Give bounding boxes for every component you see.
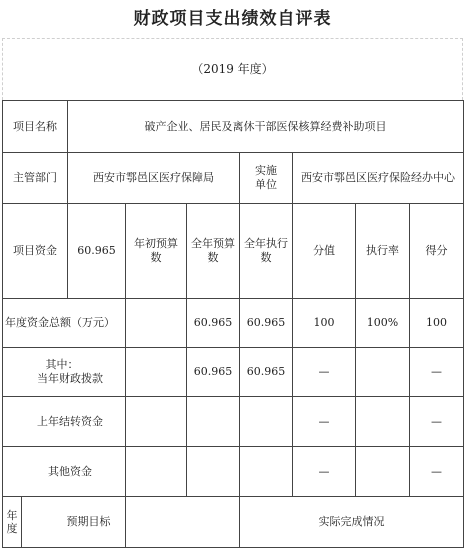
cell-initial-budget	[126, 397, 187, 447]
cell-annual-execution: 60.965	[240, 299, 293, 348]
department-row	[3, 153, 464, 204]
goals-label: 年度	[3, 497, 22, 547]
cell-execution-rate	[356, 397, 410, 447]
evaluation-table	[2, 100, 464, 548]
funds-row-fiscal	[3, 348, 464, 397]
cell-annual-budget	[187, 447, 240, 497]
row-label-total: 年度资金总额（万元）	[3, 299, 126, 348]
goals-row	[3, 497, 464, 548]
row-label-fiscal	[3, 348, 126, 397]
row-label-other: 其他资金	[3, 447, 126, 497]
cell-execution-rate	[356, 447, 410, 497]
goals-expected-header: 预期目标	[66, 515, 111, 528]
row-label-fiscal-prefix: 其中：	[45, 358, 79, 371]
cell-score-value: —	[293, 348, 356, 397]
row-label-fiscal-text: 当年财政拨款	[37, 372, 103, 385]
cell-score: —	[410, 447, 464, 497]
project-name-label: 项目名称	[3, 101, 68, 153]
page-title: 财政项目支出绩效自评表	[133, 9, 332, 29]
header-annual-budget: 全年预算数	[187, 204, 240, 299]
cell-execution-rate	[356, 348, 410, 397]
cell-annual-budget: 60.965	[187, 348, 240, 397]
cell-execution-rate: 100%	[356, 299, 410, 348]
impl-unit-value: 西安市鄠邑区医疗保险经办中心	[293, 153, 464, 204]
impl-unit-label: 实施单位	[240, 153, 293, 204]
cell-annual-execution: 60.965	[240, 348, 293, 397]
cell-initial-budget	[126, 299, 187, 348]
goals-label-cell	[3, 497, 126, 548]
goals-actual-header: 实际完成情况	[240, 497, 464, 548]
cell-annual-budget	[187, 397, 240, 447]
project-name-value: 破产企业、居民及离休干部医保核算经费补助项目	[68, 101, 464, 153]
header-annual-execution: 全年执行数	[240, 204, 293, 299]
row-label-carryover: 上年结转资金	[3, 397, 126, 447]
cell-initial-budget	[126, 447, 187, 497]
divider	[2, 38, 463, 39]
goals-expected-filler	[126, 497, 240, 548]
funds-row-carryover	[3, 397, 464, 447]
funds-header-row	[3, 204, 464, 299]
funds-row-total	[3, 299, 464, 348]
cell-score: —	[410, 348, 464, 397]
cell-initial-budget	[126, 348, 187, 397]
funds-label: 项目资金	[3, 204, 68, 299]
funds-total: 60.965	[68, 204, 126, 299]
cell-annual-budget: 60.965	[187, 299, 240, 348]
header-score-value: 分值	[293, 204, 356, 299]
header-score: 得分	[410, 204, 464, 299]
cell-annual-execution	[240, 447, 293, 497]
cell-score: 100	[410, 299, 464, 348]
cell-score-value: —	[293, 447, 356, 497]
header-execution-rate: 执行率	[356, 204, 410, 299]
cell-score-value: —	[293, 397, 356, 447]
funds-row-other	[3, 447, 464, 497]
cell-annual-execution	[240, 397, 293, 447]
dept-label: 主管部门	[3, 153, 68, 204]
header-initial-budget: 年初预算数	[126, 204, 187, 299]
cell-score: —	[410, 397, 464, 447]
year-label: （2019 年度）	[191, 62, 274, 76]
cell-score-value: 100	[293, 299, 356, 348]
dept-value: 西安市鄠邑区医疗保障局	[68, 153, 240, 204]
project-name-row	[3, 101, 464, 153]
